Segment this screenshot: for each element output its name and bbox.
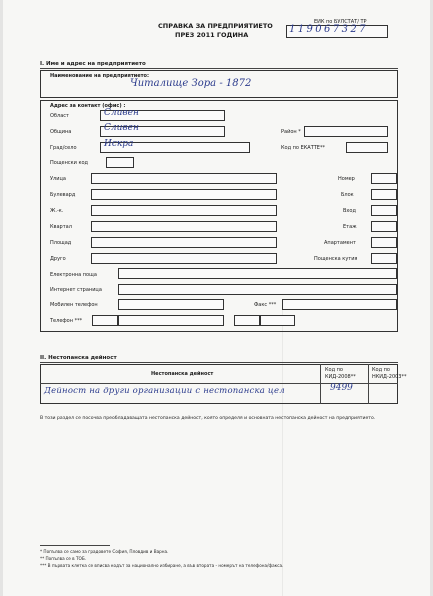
rayon-label: Район * — [281, 129, 301, 135]
col-nkid-header-2: НКИД-2003** — [372, 374, 407, 380]
fax-field[interactable] — [282, 299, 397, 310]
grad-label: Град/село — [50, 145, 77, 151]
poshtenski-label: Пощенски код — [50, 160, 89, 166]
scan-streak — [282, 300, 283, 596]
etaj-label: Етаж — [343, 224, 357, 230]
section1-divider — [40, 68, 398, 69]
section1-heading: I. Име и адрес на предприятието — [40, 61, 146, 67]
fax-label: Факс *** — [254, 302, 277, 308]
rayon-field[interactable] — [304, 126, 388, 137]
email-field[interactable] — [118, 268, 397, 279]
mobile-field[interactable] — [118, 299, 224, 310]
kvartal-field[interactable] — [91, 221, 277, 232]
obshtina-value: Сливен — [104, 123, 139, 133]
form-title-line1: СПРАВКА ЗА ПРЕДПРИЯТИЕТО — [158, 22, 273, 30]
scan-edge-left — [0, 0, 3, 596]
blok-label: Блок — [341, 192, 354, 198]
kvartal-label: Квартал — [50, 224, 72, 230]
col-kid-header-1: Код по — [325, 367, 343, 373]
ulitsa-label: Улица — [50, 176, 66, 182]
footnote-3: *** В първата клетка се вписва кодът за национално избиране, а във втората - номерът на телефона/факса. — [40, 563, 284, 568]
phone-label: Телефон *** — [50, 318, 83, 324]
pk-label: Пощенска кутия — [314, 256, 358, 262]
bulevard-label: Булевард — [50, 192, 76, 198]
drugo-label: Друго — [50, 256, 66, 262]
jk-label: Ж.-к. — [50, 208, 64, 214]
footnote-1: * Попълва се само за градовете София, Пловдив и Варна. — [40, 549, 169, 554]
email-label: Електронна поща — [50, 272, 97, 278]
jk-field[interactable] — [91, 205, 277, 216]
name-value: Читалище Зора - 1872 — [130, 78, 252, 89]
nomer-field[interactable] — [371, 173, 397, 184]
ekatte-field[interactable] — [346, 142, 388, 153]
phone-code-field[interactable] — [92, 315, 118, 326]
fax-number-field[interactable] — [260, 315, 295, 326]
name-label: Наименование на предприятието: — [50, 73, 149, 79]
apartament-field[interactable] — [371, 237, 397, 248]
nomer-label: Номер — [338, 176, 355, 182]
pk-field[interactable] — [371, 253, 397, 264]
ekatte-label: Код по ЕКАТТЕ** — [281, 145, 325, 151]
fax-code-field[interactable] — [234, 315, 260, 326]
contact-label: Адрес за контакт (офис) : — [50, 103, 126, 109]
phone-number-field[interactable] — [118, 315, 224, 326]
col-kid-header-2: КИД-2008** — [325, 374, 356, 380]
drugo-field[interactable] — [91, 253, 277, 264]
grad-value: Искра — [104, 139, 134, 149]
oblast-value: Сливен — [104, 108, 139, 118]
web-field[interactable] — [118, 284, 397, 295]
col-nkid-header-1: Код по — [372, 367, 390, 373]
web-label: Интернет страница — [50, 287, 102, 293]
blok-field[interactable] — [371, 189, 397, 200]
bulevard-field[interactable] — [91, 189, 277, 200]
section2-note: В този раздел се посочва преобладаващата нестопанска дейност, която определя и основната нестопанска дейност на предприятието. — [40, 416, 376, 421]
mobile-label: Мобилен телефон — [50, 302, 98, 308]
oblast-label: Област — [50, 113, 69, 119]
obshtina-label: Община — [50, 129, 72, 135]
footnote-2: ** Попълва се в ТОБ. — [40, 556, 87, 561]
section2-heading: II. Нестопанска дейност — [40, 355, 117, 361]
vhod-field[interactable] — [371, 205, 397, 216]
form-title-line2: ПРЕЗ 2011 ГОДИНА — [175, 31, 249, 39]
eik-value: 119067327 — [289, 24, 368, 35]
activity-col-divider-1 — [320, 364, 321, 404]
eik-label: ЕИК по БУЛСТАТ/ ТР — [314, 19, 367, 25]
plosht-label: Площад — [50, 240, 72, 246]
etaj-field[interactable] — [371, 221, 397, 232]
col-activity-header: Нестопанска дейност — [151, 371, 214, 377]
ulitsa-field[interactable] — [91, 173, 277, 184]
section2-divider — [40, 362, 398, 363]
kid-value: 9499 — [330, 383, 353, 393]
activity-col-divider-2 — [368, 364, 369, 404]
plosht-field[interactable] — [91, 237, 277, 248]
activity-value: Дейност на други организации с нестопанска цел — [44, 386, 285, 396]
footnote-divider — [40, 545, 110, 546]
apartament-label: Апартамент — [324, 240, 356, 246]
poshtenski-field[interactable] — [106, 157, 134, 168]
vhod-label: Вход — [343, 208, 356, 214]
